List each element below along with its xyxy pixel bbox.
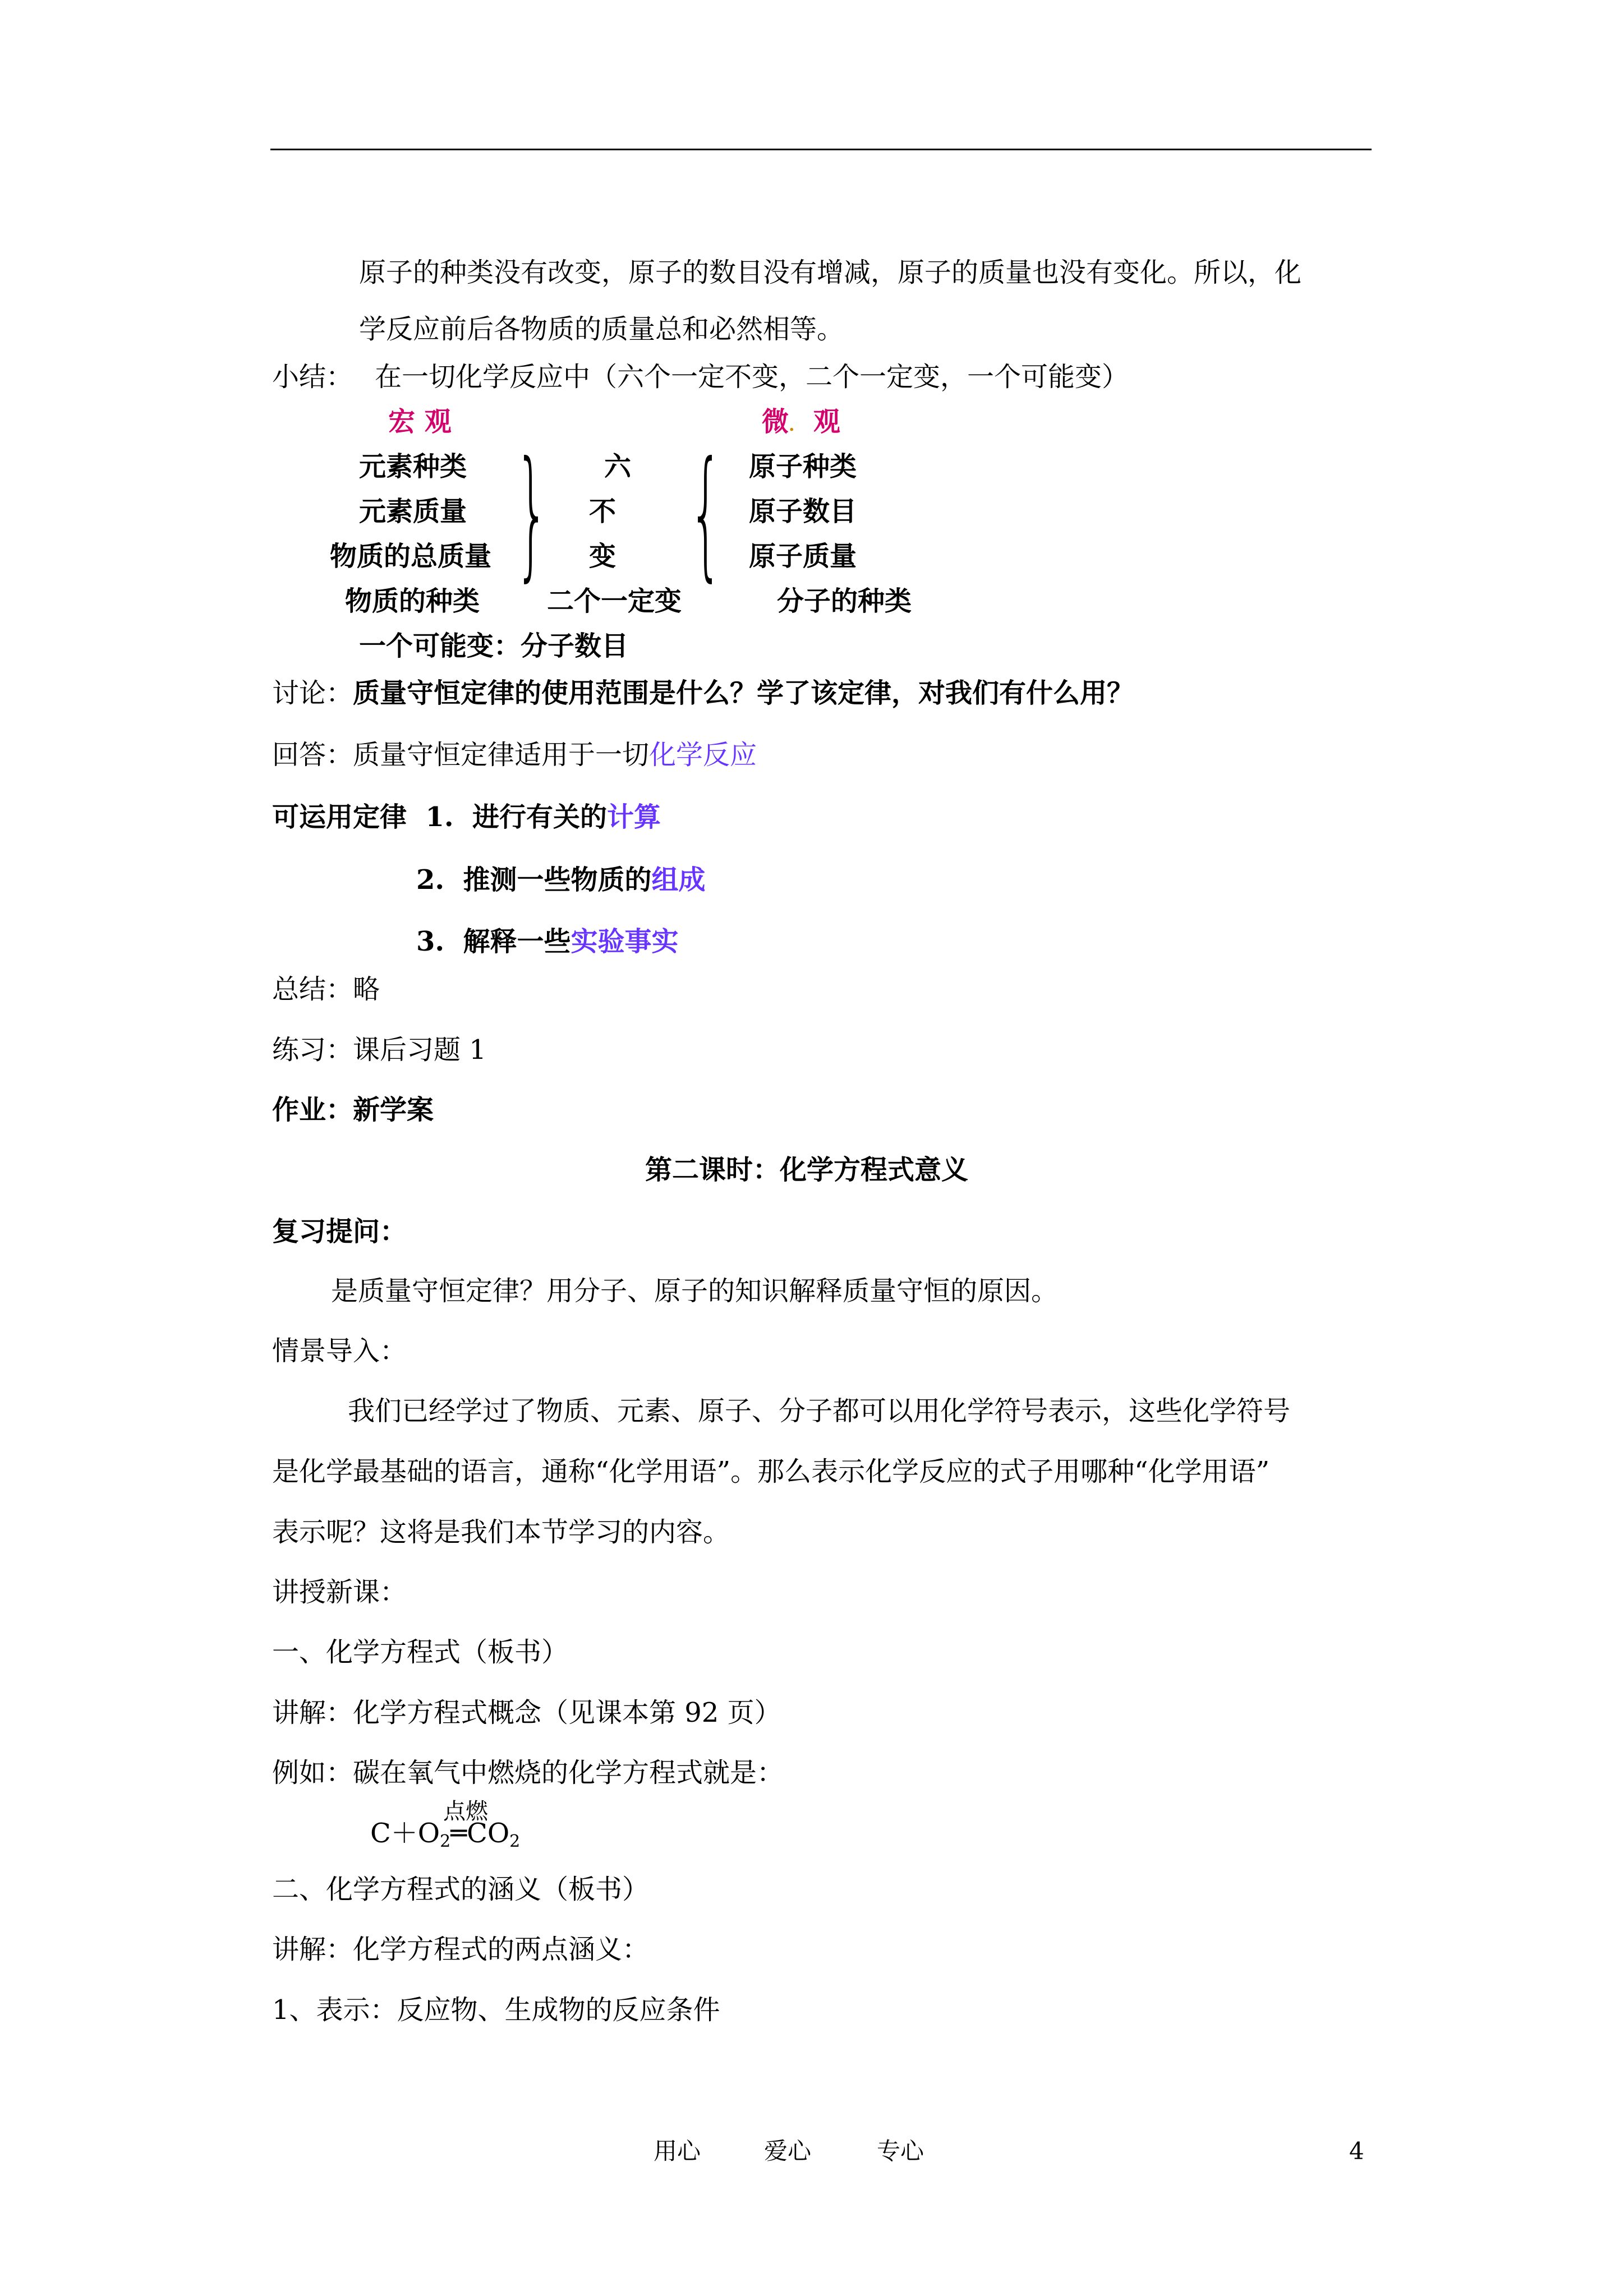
heading-1: 一、化学方程式（板书）	[272, 1636, 569, 1668]
usage-link-1[interactable]: 计算	[606, 801, 661, 833]
left-item-4: 物质的种类	[345, 585, 480, 617]
discussion: 讨论：质量守恒定律的使用范围是什么？学了该定律，对我们有什么用？	[272, 677, 1134, 709]
meaning-1: 1、表示：反应物、生成物的反应条件	[272, 1994, 720, 2026]
heading-2: 二、化学方程式的涵义（板书）	[272, 1874, 650, 1905]
explain-2: 讲解：化学方程式的两点涵义：	[272, 1934, 650, 1965]
usage-link-3[interactable]: 实验事实	[571, 926, 679, 957]
para-line-1: 原子的种类没有改变，原子的数目没有增减，原子的质量也没有变化。所以，化	[359, 257, 1302, 288]
right-item-3: 原子质量	[749, 541, 857, 572]
micro-header: 微. 观	[762, 406, 840, 437]
reaction-condition: 点燃	[443, 1799, 488, 1824]
answer: 回答：质量守恒定律适用于一切化学反应	[272, 739, 757, 771]
macro-header: 宏 观	[388, 406, 452, 437]
usage-link-2[interactable]: 组成	[651, 864, 706, 896]
answer-link[interactable]: 化学反应	[649, 739, 757, 771]
example: 例如：碳在氧气中燃烧的化学方程式就是：	[272, 1757, 784, 1788]
conclusion: 总结：略	[272, 974, 380, 1005]
scene-line-3: 表示呢？这将是我们本节学习的内容。	[272, 1516, 730, 1548]
middle-item-2: 不	[589, 496, 617, 527]
homework: 作业：新学案	[272, 1094, 434, 1126]
practice: 练习：课后习题 1	[272, 1034, 486, 1066]
scene-label: 情景导入：	[272, 1335, 407, 1367]
section-title: 第二课时：化学方程式意义	[645, 1154, 969, 1186]
maybe-change: 一个可能变：分子数目	[359, 630, 629, 662]
scene-line-2: 是化学最基础的语言，通称“化学用语”。那么表示化学反应的式子用哪种“化学用语”	[272, 1456, 1270, 1487]
middle-item-4: 二个一定变	[547, 585, 682, 617]
left-item-3: 物质的总质量	[330, 541, 492, 572]
new-lesson: 讲授新课：	[272, 1576, 407, 1608]
right-item-2: 原子数目	[749, 496, 857, 527]
page-number: 4	[1349, 2137, 1364, 2165]
review-text: 是质量守恒定律？用分子、原子的知识解释质量守恒的原因。	[331, 1275, 1059, 1307]
usage-1: 可运用定律 1. 进行有关的计算	[272, 801, 661, 833]
left-item-2: 元素质量	[359, 496, 467, 527]
summary-label: 小结：	[272, 361, 353, 393]
explain-1: 讲解：化学方程式概念（见课本第 92 页）	[272, 1697, 781, 1728]
usage-2: 2. 推测一些物质的组成	[416, 864, 706, 896]
footer-aixin: 爱心	[764, 2137, 812, 2165]
para-line-2: 学反应前后各物质的质量总和必然相等。	[359, 313, 844, 345]
left-brace: {	[689, 431, 723, 594]
review-title: 复习提问：	[272, 1216, 407, 1247]
middle-item-1: 六	[604, 451, 632, 482]
usage-3: 3. 解释一些实验事实	[416, 926, 679, 957]
scene-line-1: 我们已经学过了物质、元素、原子、分子都可以用化学符号表示，这些化学符号	[348, 1395, 1291, 1427]
right-item-4: 分子的种类	[777, 585, 912, 617]
summary-text: 在一切化学反应中（六个一定不变，二个一定变，一个可能变）	[375, 361, 1129, 393]
chemical-equation: $C+O_2═CO_2$	[370, 1818, 521, 1851]
footer-yongxin: 用心	[654, 2137, 701, 2165]
left-item-1: 元素种类	[359, 451, 467, 482]
header-rule	[270, 149, 1372, 150]
right-brace: }	[515, 431, 549, 594]
middle-item-3: 变	[589, 541, 617, 572]
right-item-1: 原子种类	[749, 451, 857, 482]
footer-zhuanxin: 专心	[877, 2137, 924, 2165]
